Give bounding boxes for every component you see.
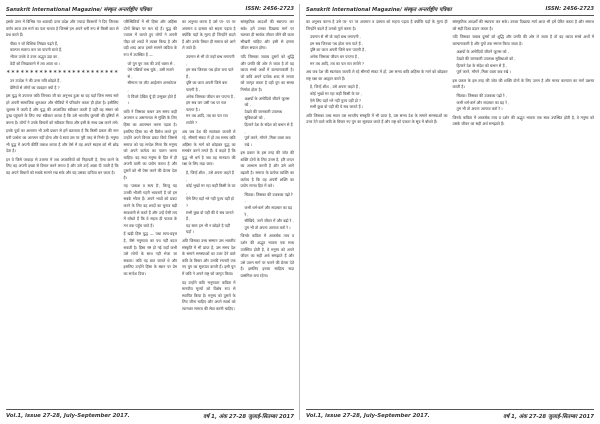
left-page-header (6, 3, 294, 15)
verse-block: अक्षयों के अमोदियो जीतने जुलस को , देखते की जानकारी उपलब्ध सुविधाओ को , हितरने देश के संदेश को बन्धन से हैं , पूर्ण करने, माँगने ,मिला वाला कब रखे । (244, 95, 293, 147)
text-column (182, 19, 235, 407)
verse-block: जो युग युग तक की उन्हें ध्वस्त से , ऐसे पंछियों बन्ध चुके , उसी सजने से , सीमाना पर लौट आईलांग अनकोटल , ये पिंजरे देखिए यूँ ही उन्मुक्त होते हैं । (127, 60, 177, 106)
paragraph: का अनुभव करना है उसे पर- पर पर अपमान व दासता को सहना पड़ता है क्योंकि यहाँ के मूल्य ही जिन्होंने बदले हैं उनको पूर्ण करना है। (306, 19, 448, 31)
verse-block: अक्षयों के अमोदियो जीतने जुलस को , देखते की जानकारी उपलब्ध सुविधाओ को , हितरने देश के संदेश को बन्धन से हैं , पूर्ण करने, माँगने ,मिला वाला कब रखे । (456, 49, 516, 75)
paragraph: इसके उत्तर में विभिन्न गत शताब्दी उत्तर प्रदेश और ज्यादा किसानों ने दिए जिनका वर्णन आज उस मार्ग का पता चलता है जिससे हम अपने धनी रूप से किसी बात से प्रश्न करते हैं। (6, 19, 119, 38)
verse-block: है, जिन्हें शीश , उसे अपना कहते हैं , कोई भूखों मर रहा कहीं किसी के घर , ऐसे लिए वहाँ भरे नहीं पूज्य वहीं हो ? सभी कुछ वो यहीं की ये सब जानते हैं । (310, 84, 364, 110)
text-column (453, 19, 595, 407)
paragraph: कवि ने जिसका कथन उस समय कही अपमान व असमानता से मुक्ति के लिए हिंसा का आलम्बन करना पड़ता है। इसलिए हिंसा का भी विरोध करते हुए उन्होंने अपने विचार प्रकट किये जिससे समाज को यह सन्देश मिला कि मनुष्य को अपने कर्तव्य का पालन करना चाहिए। वह सदा मनुष्य के हित में ही अपनी वाणी का प्रयोग करता है और दूसरों को भी ऐसा करने की प्रेरणा देता है। (123, 108, 178, 180)
right-footer-volume: Vol.1, issue 27-28, July-September 2017. (306, 412, 430, 419)
separator-stars: ∗∗∗∗∗∗∗∗∗∗∗∗∗∗∗∗∗∗∗∗∗∗∗∗ (6, 69, 119, 76)
paragraph: हैं खड़ी हिंस युद्ध — यथा सत्य-प्रवृत्त है, जैसे मनुष्यता का पथ नहीं बदल सकती है। हिंसा नष्ट हो गई जहाँ कभी उसे लोगों के साथ नहीं भेजा जा सकता। कवि यह बात जानते थे और इसलिए उन्होंने हिंसा के स्थान पर प्रेम का सन्देश दिया। (123, 231, 178, 276)
left-header-rule (6, 15, 294, 16)
text-column (6, 19, 119, 407)
left-footer-hindi-volume: वर्ष 1, अंक 27-28 जुलाई-सितम्बर 2017 (203, 413, 294, 420)
right-page (300, 0, 600, 424)
verse-block: चिंतवा। जिसका की उजबका पढ़ो रे , कभी धर्म-कर्म और सदाचार का ग्रह रे , सीखिये, जानें जीवन में और बढ़ो रे , तुम भी तो अपना आगाज करो रे । (244, 191, 294, 230)
paragraph: परिस्थितियों में भी हिंसा और अहिंसा दोनों शिखर पर चल रहे हैं। युद्ध की ज्वाला में जलते हुए लोगों ने अपनी पीड़ा को शब्दों में व्यक्त किया है और वही शब्द आज हमारे सामने कविता के रूप में उपस्थित हैं — (123, 19, 178, 57)
paragraph: सांस्कृतिक आदर्शों की स्थापना कर सके। उनका दिखाया मार्ग आज भी हमें प्रेरित करता है और समाज को सही दिशा प्रदान करता है। (452, 19, 594, 31)
right-page-columns (306, 19, 594, 407)
paragraph: यदि जिसका जवाब दूसरों को शुद्धि और प्रगति की ओर ले जाता है तो वह काव्य सच्चे अर्थों में कल्याणकारी है और युगों तक स्मरण किया जाता है। (452, 34, 594, 46)
right-page-header (306, 3, 594, 15)
verse-block: पीछा न जो ग्रिशिक लिखत पढ़ते हैं, काल्पन स्वरूप कन जा पायनी घरते हैं, भीतर उनके वे उत्तर अद्भुत उड़ा का , वेदी को लिखाकरने में तब आता था । (10, 40, 63, 66)
text-column (124, 19, 177, 407)
verse-block: चिंतवा। जिसका की उजबका पढ़ो रे , कभी धर्म-कर्म और सदाचार का ग्रह रे , तुम भी तो अपना आगाज करो रे । (456, 92, 510, 112)
paragraph: सांस्कृतिक आदर्शों की स्थापना कर सके। हमें उनका दिखाया मार्ग पर चलकर ही सार्थक जीवन जीने की कला सीखनी चाहिए और इसी से हमारा जीवन सफल होगा। (240, 19, 294, 51)
verse-block: उपमान से भी वो जहाँ बन्ध लगाएगी , हम सब जिनका पथ होता बना पाते हैं , दृष्टि का जाल अपनी जिसे बना पाएगी है , अनेक जिसका जीवन बन पाएगा है , हम सब जग उसी पथ पर चल पाएगा है । मन तब आदि, तब का पल रात लायेगे ? (186, 53, 236, 125)
left-header-title: Sanskrit International Magazine/ संस्कृत अन्तर्राष्ट्रीय पत्रिका (6, 7, 152, 13)
paragraph: यदि जिसका जवाब दूसरों को शुद्धि और प्रगति की ओर ले जाता है तो वह काव्य सच्चे अर्थों में कल्याणकारी है। जो कवि अपने प्रत्येक शब्द से जनता को जागृत करता है वही युग का सच्चा निर्माता होता है। (240, 53, 294, 92)
paragraph: इस युद्ध से उपरान्त कवि जिनका जी का अनुभव हुआ था वह यहाँ जिस समय सारे हरे अपनी सामाजिक शुरुआत और चीत्रियों में परिवर्तन करता ही होता है। इसीलिए जुलस्त्र में जाती है और युद्ध की अपराजित स्वीकार करती है वहीं वह संसार को दुःख पहुंचाने के लिए नया स्वीकार करता है कि उसे भारतीय कुमारी की दृष्टियों से बचना है। लोगों ने उनके विचारों को स्वीकार किया और इसी के साथ प्रश्न करने लगे। (6, 93, 119, 125)
paragraph: जिनके कविता में आकर्षक तत्त्व व दर्शन की अद्भुत भावना एक साथ उपस्थित होती है, वे मनुष्य को उसके जीवन का सही अर्थ समझाते हैं। (452, 114, 594, 127)
paragraph: इस प्रकार के इस तरह की जोत की शक्ति दोनों के लिए उत्तम है और मानव कल्याण का मार्ग प्रशस्त करती है। (452, 77, 594, 90)
right-header-rule (306, 15, 594, 16)
right-page-footer (306, 410, 594, 421)
paragraph: अब जब देश की स्वतंत्रता जलती ले रहे सीमाएँ संकट में हों, उस समय कवि अहिंसा के मार्ग को छोड़कर राष्ट्र रक्षा का आह्वान करते हैं। (306, 69, 448, 81)
right-footer-hindi-volume: वर्ष 1, अंक 27-28 जुलाई-सितम्बर 2017 (503, 413, 594, 420)
left-page-columns (6, 19, 294, 407)
verse-block: है, जिन्हें शीश , उसे अपना कहते हैं , कोई भूखों मर रहा कहीं किसी के घर , ऐसे लिए वहाँ भरे नहीं पूज्य वहीं हो ? सभी कुछ वो यहीं की ये सब जानते हैं , यह सारा हम भी न छोड़ते है यहीं यहाँ । (186, 170, 236, 235)
paragraph: अति जिसका उच्च स्थान उस भारतीय संस्कृति में भी प्राप्त है, उस समय देश के समाने समस्याओं का उत्तर देने वाले कवि के विचार नए युग का सूत्रपात करते हैं और राष्ट्र को एकता के सूत्र में बाँधते हैं। (306, 112, 448, 125)
paragraph: इनके पुत्रों का आचरण भी उसी प्रकार से हमें बतलाता है कि किसी प्रकार की नाम घनी प्रार्थना का आगमन नहीं होगा और वे स्वयं उस पर पूरी तरह से निर्भर हैं। मनुष्य भी युद्ध में अपनी कीर्ति तलाश करता है और ऐसे में वह अपने साहस को भी छोड़ देता है। (6, 128, 119, 154)
verse-block: उन उपदेश ने की उत्तर रात्रि छोड़ते हैं , प्रेमियों से लोगों का व्यवहार क्यों है ? (10, 78, 62, 90)
left-header-issn: ISSN: 2456-2723 (245, 6, 294, 12)
verse-block: उपमान से भी वो जहाँ बन्ध लगाएगी , हम सब जिनका पथ होता बना पाते हैं , दृष्टि का जाल अपनी जिसे बना पाएगी है , अनेक जिसका जीवन बन पाएगा है , मन तब आदि, तब का पल रात लायेगे ? (310, 34, 367, 66)
paragraph: इन वे जिसे परवाहा से उत्तरण में जब अपराधियों को निहायती है, ऐसा करने के लिए वह अपनी इच्छा से विचार करने लगता है और उसे उन्हें आज्ञा दी जाती है कि वह अपने विचारों को सबके सामने रख सके और यह उसका दायित्व बन जाता है। (6, 156, 119, 175)
paragraph: अति जिसका उच्च सम्मान उस भारतीय संस्कृति में भी प्राप्त है, उस समय देश के समाने समस्याओं का उत्तर देने वाले कवि के विचार और उनकी रचनाएँ एक नए युग का सूत्रपात करती हैं। इसी युग में कवि ने अपने राष्ट्र को जागृत किया। (182, 238, 236, 276)
text-column (241, 19, 294, 407)
paragraph: इस प्रकार के इस तरह की जोत की शक्ति दोनों के लिए उत्तम है, हरि वन्दन का आभास करती है और उसे आगे बढ़ाती है। समाज के प्रत्येक व्यक्ति का कर्तव्य है कि वह अपनी शक्ति का प्रयोग मानव हित में करे। (240, 150, 294, 189)
paragraph: का अनुभव करना है उसे पर- पर पर अपमान व दासता को सहना पड़ता है क्योंकि यहाँ के मूल्य ही जिन्होंने बदले हैं और उनके विचार ही समाज को आगे ले जाते हैं। (182, 19, 236, 51)
left-footer-volume: Vol.1, issue 27-28, July-September 2017. (6, 412, 130, 419)
paragraph: जिनके कविता में आकर्षक तत्त्व व दर्शन की अद्भुत भावना एक साथ उपस्थित होती है, वे मनुष्य को अपने जीवन का सही अर्थ समझाते हैं और उसे उत्तम मार्ग पर चलने की प्रेरणा देते हैं। इसलिए इनका साहित्य सदा प्रासंगिक बना रहेगा। (240, 233, 294, 278)
right-header-issn: ISSN: 2456-2723 (545, 6, 594, 12)
paragraph: अब जब देश की स्वतंत्रता जलती ले रहे, सीमाएँ संकट में हों तब समय कवि अहिंसा के मार्ग को छोड़कर युद्ध का समर्थन करने लगते हैं। वे कहते हैं कि युद्ध भी धर्म है जब वह मानवता की रक्षा के लिए लड़ा जाए। (182, 128, 236, 167)
left-page-footer (6, 410, 294, 421)
paragraph: यह उन्होंने कवि 'मनुष्यता' कविता में मानवीय मूल्यों को विशेष रूप से स्थापित किया है। मनुष्य को दूसरों के लिए जीना चाहिए और अपने स्वार्थ को त्यागकर समाज की सेवा करनी चाहिए। (182, 279, 236, 311)
text-column (306, 19, 448, 407)
right-header-title: Sanskrit International Magazine/ संस्कृत अन्तर्राष्ट्रीय पत्रिका (306, 7, 452, 13)
paragraph: यह 'प्रकाश व सत्य है', किन्तु यह उनकी भीतरी गहरी भावनाएँ हैं जो हम सबके भीतर हैं। अपने भावों को प्रकट करने के लिए वह शब्दों का चुनाव बड़ी सावधानी से करते हैं और उन्हें ऐसी लय में बाँधते हैं कि वे सहज ही पाठक के मन तक पहुँच जाते हैं। (123, 183, 178, 228)
